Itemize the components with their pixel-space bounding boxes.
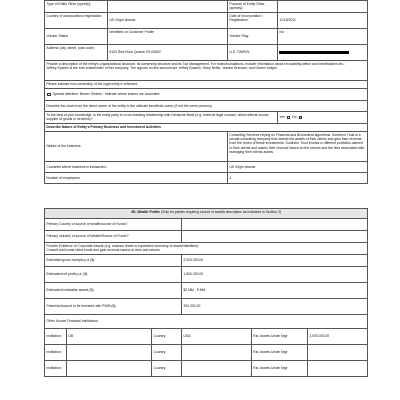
wealth-profile-note: (Only for parties requiring source of wealth description as indicated in Section 2) bbox=[160, 209, 281, 214]
aum-label: Est. Assets Under Mgt: bbox=[252, 361, 308, 377]
nature-label: Nature of the business: bbox=[45, 132, 228, 162]
country-value: US Virgin Islands bbox=[108, 13, 228, 29]
institution-row bbox=[45, 361, 368, 377]
yes-label: Yes bbox=[279, 115, 285, 120]
volcker-flag-label: Volcker Flag: bbox=[228, 29, 278, 45]
primary-country-value bbox=[182, 219, 368, 231]
country-label: Country: bbox=[152, 329, 182, 345]
institution-label: Institution: bbox=[45, 361, 67, 377]
institution-aum bbox=[308, 345, 368, 361]
country-label: Country: bbox=[152, 361, 182, 377]
address-label: Address (city, street, post code): bbox=[45, 45, 108, 61]
entity-purpose-label: Purpose of Entity Other (specify): bbox=[228, 1, 278, 13]
countries-label: Countries where business is transacted: bbox=[45, 162, 228, 173]
aum-label: Est. Assets Under Mgt: bbox=[252, 329, 308, 345]
institution-row bbox=[45, 345, 368, 361]
ubo-chain-label: Describe the chain from the direct owner of the entity to the ultimate beneficial owner bbox=[46, 103, 174, 108]
bearer-shares-checkbox[interactable] bbox=[47, 93, 51, 97]
institution-aum: 2,000,000.00 bbox=[308, 329, 368, 345]
wealth-profile-title: 3D. Wealth Profile bbox=[131, 209, 160, 214]
nbfi-question: To the best of your knowledge, is the entity party to a non-banking relationship with Deutsche Bank (e.g. external legal counsel, client referral source, supplier of goods or services)? bbox=[45, 112, 278, 124]
address-value: 6100 Red Hook Quarter B3 00802 bbox=[108, 45, 228, 61]
entity-type-label: Type of Entity Other (specify): bbox=[45, 1, 108, 13]
primary-industry-label: Primary industry of source of Wealth/Source of Funds? bbox=[45, 231, 182, 243]
bearer-shares-label: Special attention: Bearer Shares - Indicate where shares are custodied: bbox=[52, 92, 161, 97]
incorporation-date-label: Date of Incorporation / Registration: bbox=[228, 13, 278, 29]
tin-value bbox=[278, 45, 368, 61]
gross-receipts-label: Estimated gross receipts p.a ($): bbox=[45, 255, 182, 267]
ownership-reflection-note: Please indicate how ownership of the legal entity is reflected: bbox=[45, 81, 368, 89]
entity-profile-table bbox=[44, 0, 368, 184]
potential-amount-label: Potential Amount to be Invested with PWM ($): bbox=[45, 299, 182, 315]
volcker-status-label: Volcker Status bbox=[45, 29, 108, 45]
potential-amount-value: 300,000.00 bbox=[182, 299, 368, 315]
investable-assets-label: Estimated investable assets ($): bbox=[45, 283, 182, 299]
volcker-flag-value: No bbox=[278, 29, 368, 45]
primary-country-label: Primary Country of source of wealth/source of Funds? bbox=[45, 219, 182, 231]
country-label: Country: bbox=[152, 345, 182, 361]
institution-row bbox=[45, 329, 368, 345]
gross-receipts-value: 2,000,000.00 bbox=[182, 255, 368, 267]
institution-label: Institution: bbox=[45, 329, 67, 345]
nbfi-answer-cell bbox=[278, 112, 368, 124]
bearer-shares-row bbox=[45, 89, 368, 101]
nature-value: Consulting Services relying on Financial and Biomedical algorithms. Southern Trust is a private consulting company that invests the assets of their clients and gets their revenue from the return of these investments. Southern Trust invests in different portfolios catered to their clients and makes their revenue based on the returns and the fees associated with managing their clients assets. bbox=[228, 132, 368, 162]
volcker-status-value: Identified on Customer Profile bbox=[108, 29, 228, 45]
business-heading: Describe Nature of Entity's Primary Business and Investment Activities bbox=[45, 124, 368, 132]
institution-name bbox=[67, 345, 152, 361]
institution-country bbox=[182, 345, 252, 361]
ubo-chain-row bbox=[45, 101, 368, 112]
country-label: Country of incorporation/ registration: bbox=[45, 13, 108, 29]
employees-label: Number of employees: bbox=[45, 173, 228, 184]
institution-name: DB bbox=[67, 329, 152, 345]
institution-name bbox=[67, 361, 152, 377]
net-profit-value: 1,500,000.00 bbox=[182, 267, 368, 283]
redaction-block bbox=[279, 51, 349, 54]
org-structure-answer: Jeffrey Epstein is the sole shareholder of this company. The signors on this account are Jeffrey Epstein, Harry Beller, Jeanne Brennan, and Darren Indyke. bbox=[46, 66, 278, 71]
no-checkbox-checked[interactable]: ✓ bbox=[299, 115, 303, 120]
incorporation-date-value: 11/18/2011 bbox=[278, 13, 368, 29]
primary-industry-value bbox=[182, 231, 368, 243]
entity-type-value bbox=[108, 1, 228, 13]
evidence-answer: Consult and invest client funds and gain revenue based on fees and returns bbox=[46, 248, 160, 253]
net-profit-label: Estimated net profit p.a. ($): bbox=[45, 267, 182, 283]
org-structure-question: Provide a description of the entity's organizational structure, its ownership structure and its Top Management. For trusts/foundations, include information about revocability,settlor and beneficiaries,etc.: bbox=[46, 61, 346, 66]
institution-country bbox=[182, 361, 252, 377]
investable-assets-value: $2 MM - 5 MM bbox=[182, 283, 368, 299]
entity-purpose-value bbox=[278, 1, 368, 13]
org-structure-cell bbox=[45, 61, 368, 81]
no-label: No bbox=[292, 115, 297, 120]
wealth-profile-header bbox=[45, 209, 368, 219]
wealth-profile-table bbox=[44, 208, 368, 377]
yes-checkbox[interactable] bbox=[287, 116, 291, 120]
employees-value: 4 bbox=[228, 173, 368, 184]
other-institutions-label: Other Known Financial Institutions: bbox=[45, 315, 368, 329]
institution-aum bbox=[308, 361, 368, 377]
aum-label: Est. Assets Under Mgt: bbox=[252, 345, 308, 361]
institution-label: Institution: bbox=[45, 345, 67, 361]
institution-country: USA bbox=[182, 329, 252, 345]
evidence-cell bbox=[45, 243, 368, 255]
ubo-chain-note: (if not the same persons) bbox=[174, 103, 212, 108]
countries-value: US Virgin Islands bbox=[228, 162, 368, 173]
evidence-question: Provide Evidence of Corporate Assets (e.g. balance sheet or equivalent summary of assets/liabilities): bbox=[46, 243, 199, 248]
tin-label: U.S. TIN/EIN: bbox=[228, 45, 278, 61]
